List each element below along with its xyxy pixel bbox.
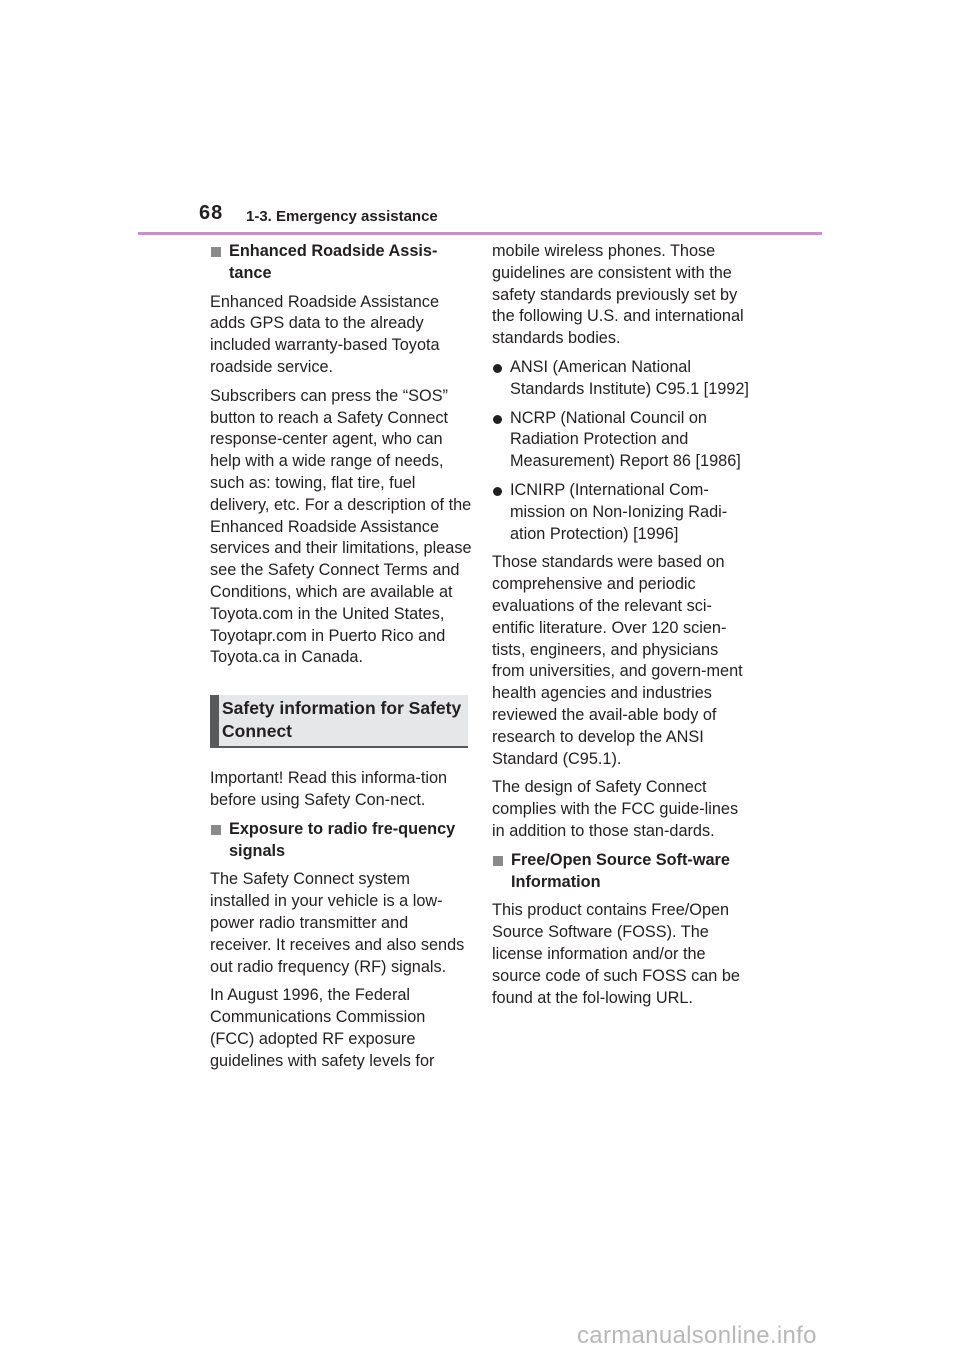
- left-column: [210, 241, 472, 1080]
- design-compliance-paragraph: The design of Safety Connect complies with the FCC guide-lines in addition to those stan-dards.: [492, 778, 739, 840]
- important-notice: Important! Read this informa-tion before using Safety Con-nect.: [210, 769, 448, 809]
- rf-exposure-paragraph-2: In August 1996, the Federal Communications Commission (FCC) adopted RF exposure guidelines with safety levels for: [210, 986, 435, 1070]
- header-divider: [138, 232, 822, 235]
- enhanced-roadside-heading: Enhanced Roadside Assis-tance: [210, 241, 472, 285]
- enhanced-roadside-paragraph-2: Subscribers can press the “SOS” button to reach a Safety Connect response-center agent, who can help with a wide range of needs, such as: towing, flat tire, fuel delivery, etc. For a description of the Enhanced Roadside Assistance services and their limitations, please see the Safety Connect Terms and Conditions, which are available at Toyota.com in the United States, Toyotapr.com in Puerto Rico and Toyota.ca in Canada.: [210, 386, 472, 667]
- safety-info-section-heading: Safety information for Safety Connect: [210, 695, 468, 748]
- standard-bullet-ncrp: NCRP (National Council on Radiation Protection and Measurement) Report 86 [1986]: [492, 408, 754, 473]
- foss-heading: Free/Open Source Soft-ware Information: [492, 850, 754, 894]
- standards-paragraph: Those standards were based on comprehensive and periodic evaluations of the relevant sci-entific literature. Over 120 scien-tists, engineers, and physicians from universities, and govern-ment health agencies and industries reviewed the avail-able body of research to develop the ANSI Standard (C95.1).: [492, 553, 743, 768]
- section-title: 1-3. Emergency assistance: [246, 208, 438, 225]
- standard-bullet-ansi: ANSI (American National Standards Institute) C95.1 [1992]: [492, 357, 754, 401]
- enhanced-roadside-paragraph-1: Enhanced Roadside Assistance adds GPS data to the already included warranty-based Toyota roadside service.: [210, 292, 440, 376]
- guidelines-continuation: mobile wireless phones. Those guidelines are consistent with the safety standards previously set by the following U.S. and international standards bodies.: [492, 242, 744, 348]
- rf-exposure-heading: Exposure to radio fre-quency signals: [210, 819, 472, 863]
- rf-exposure-paragraph-1: The Safety Connect system installed in your vehicle is a low-power radio transmitter and receiver. It receives and also sends out radio frequency (RF) signals.: [210, 870, 465, 976]
- foss-paragraph: This product contains Free/Open Source Software (FOSS). The license information and/or the source code of such FOSS can be found at the fol-lowing URL.: [492, 901, 740, 1007]
- right-column: [492, 241, 754, 1016]
- page-number: 68: [199, 202, 224, 224]
- watermark: carmanualsonline.info: [577, 1322, 817, 1349]
- standard-bullet-icnirp: ICNIRP (International Com-mission on Non-Ionizing Radi-ation Protection) [1996]: [492, 480, 754, 545]
